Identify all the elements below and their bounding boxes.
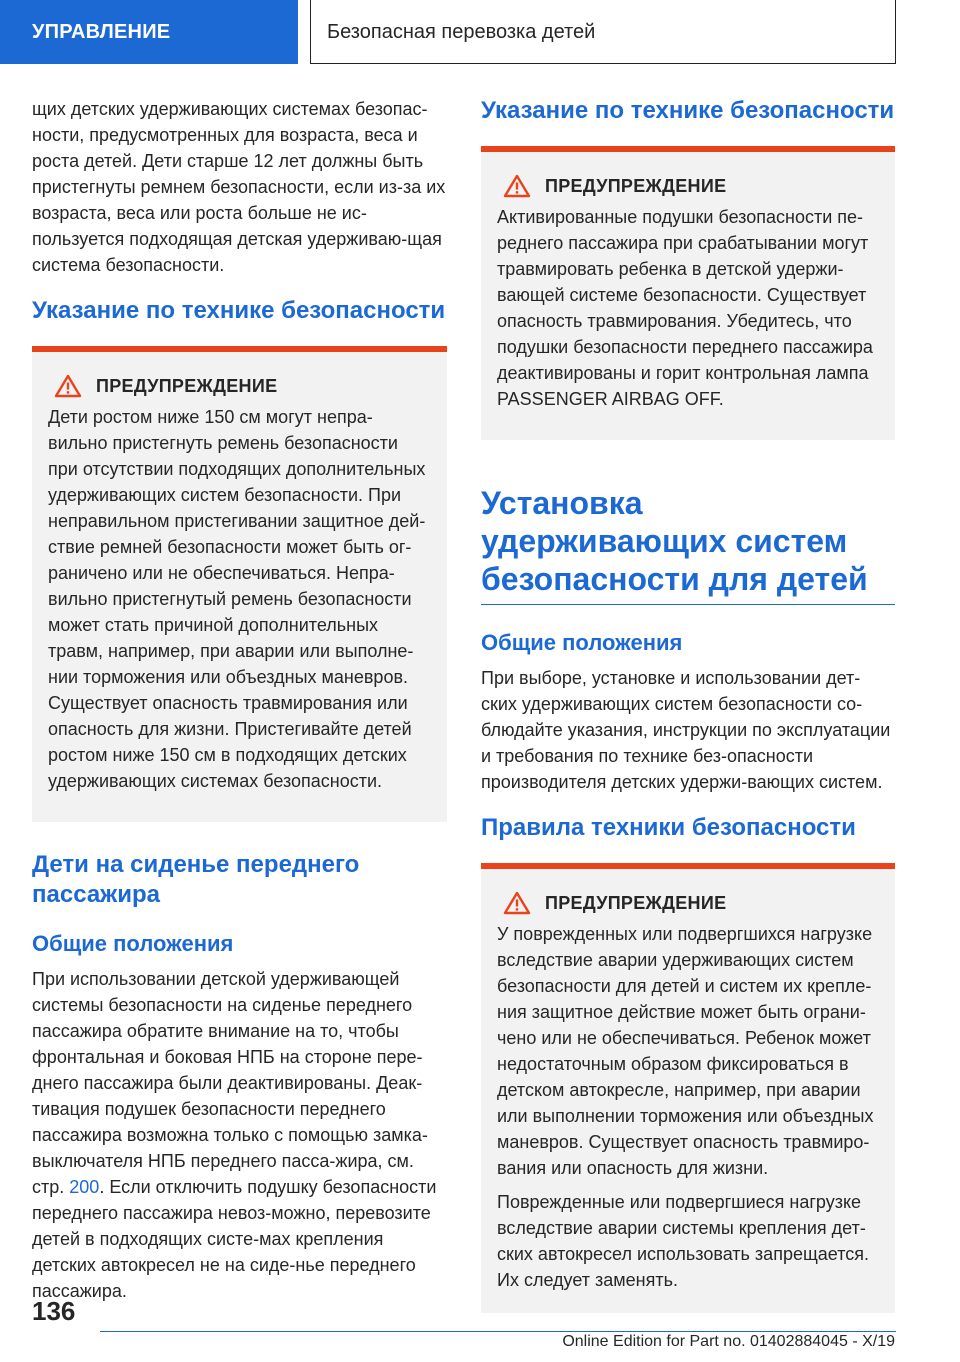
- paragraph-intro: щих детских удерживающих системах безопас-ности, предусмотренных для возраста, веса и роста детей. Дети старше 12 лет должны быть пристегнуты ремнем безопасности, если из-за их возраста, веса или роста больше не ис-пользуется подходящая детская удерживаю-щая система безопасности.: [32, 99, 446, 275]
- heading-install-child-seats: Установка удерживающих систем безопасности для детей: [481, 484, 895, 605]
- paragraph-front-seat-a: При использовании детской удерживающей системы безопасности на сиденье переднего пассажира обратите внимание на то, чтобы фронтальная и боковая НПБ на стороне пере-днего пассажира были деактивированы. Деак-тивация подушек безопасности переднего пассажира возможна только с помощью замка-выключателя НПБ переднего пасса-жира, см. стр.: [32, 969, 428, 1197]
- left-column: [32, 96, 447, 1314]
- heading-safety-note-right: Указание по технике безопасности: [481, 97, 895, 124]
- warning-box-damaged: [481, 863, 895, 1313]
- page-link-200[interactable]: 200: [69, 1177, 100, 1197]
- warning-triangle-icon: [503, 891, 531, 915]
- warning-header: [497, 174, 879, 198]
- warning-box: [32, 346, 447, 822]
- page-number: 136: [32, 1296, 76, 1326]
- paragraph-general: При выборе, установке и использовании дет-ских удерживающих систем безопасности со-блюдайте указания, инструкции по эксплуатации и требования по технике без-опасности производителя детских удержи-вающих систем.: [481, 668, 891, 792]
- paragraph-front-seat-b: . Если отключить подушку безопасности переднего пассажира невоз-можно, перевозите детей в подходящих систе-мах крепления детских автокресел не на сиде-нье переднего пассажира.: [32, 1177, 437, 1301]
- warning-triangle-icon: [503, 174, 531, 198]
- warning-text: Дети ростом ниже 150 см могут непра-вильно пристегнуть ремень безопасности при отсутствии подходящих дополнительных удерживающих систем безопасности. При неправильном пристегивании защитное дей-ствие ремней безопасности может быть ог-раничено или не обеспечиваться. Непра-вильно пристегнутый ремень безопасности может стать причиной дополнительных травм, например, при аварии или выполне-нии торможения или объездных маневров. Существует опасность травмирования или опасность для жизни. Пристегивайте детей ростом ниже 150 см в подходящих детских удерживающих системах безопасности.: [48, 407, 426, 791]
- section-tab: УПРАВЛЕНИЕ: [0, 0, 298, 64]
- warning-label: ПРЕДУПРЕЖДЕНИЕ: [96, 375, 278, 396]
- footer-divider: [100, 1331, 896, 1332]
- warning-header: [48, 374, 431, 398]
- warning-triangle-icon: [54, 374, 82, 398]
- warning-label: ПРЕДУПРЕЖДЕНИЕ: [545, 892, 727, 913]
- warning-label: ПРЕДУПРЕЖДЕНИЕ: [545, 175, 727, 196]
- warning-box-airbag: [481, 146, 895, 440]
- heading-general: Общие положения: [32, 931, 234, 956]
- page-header-title: Безопасная перевозка детей: [310, 0, 896, 64]
- right-column: [481, 96, 895, 1313]
- footer-edition: Online Edition for Part no. 01402884045 - X/19: [562, 1333, 895, 1350]
- warning-text-2: Поврежденные или подвергшиеся нагрузке вследствие аварии системы крепления дет-ских автокресел использовать запрещается. Их следует заменять.: [497, 1192, 869, 1290]
- heading-general-right: Общие положения: [481, 630, 683, 655]
- heading-front-seat: Дети на сиденье переднего пассажира: [32, 851, 360, 908]
- warning-header: [497, 891, 879, 915]
- warning-text-1: У поврежденных или подвергшихся нагрузке вследствие аварии удерживающих систем безопасности для детей и систем их крепле-ния защитное действие может быть ограни-чено или не обеспечиваться. Ребенок может недостаточным образом фиксироваться в детском автокресле, например, при аварии или выполнении торможения или объездных маневров. Существует опасность травмиро-вания или опасность для жизни.: [497, 924, 874, 1178]
- heading-safety-note: Указание по технике безопасности: [32, 297, 446, 324]
- warning-text: Активированные подушки безопасности пе-реднего пассажира при срабатывании могут травмировать ребенка в детской удержи-вающей системе безопасности. Существует опасность травмирования. Убедитесь, что подушки безопасности переднего пассажира деактивированы и горит контрольная лампа PASSENGER AIRBAG OFF.: [497, 207, 873, 409]
- paragraph-front-seat: [32, 966, 447, 1304]
- heading-safety-rules: Правила техники безопасности: [481, 814, 856, 841]
